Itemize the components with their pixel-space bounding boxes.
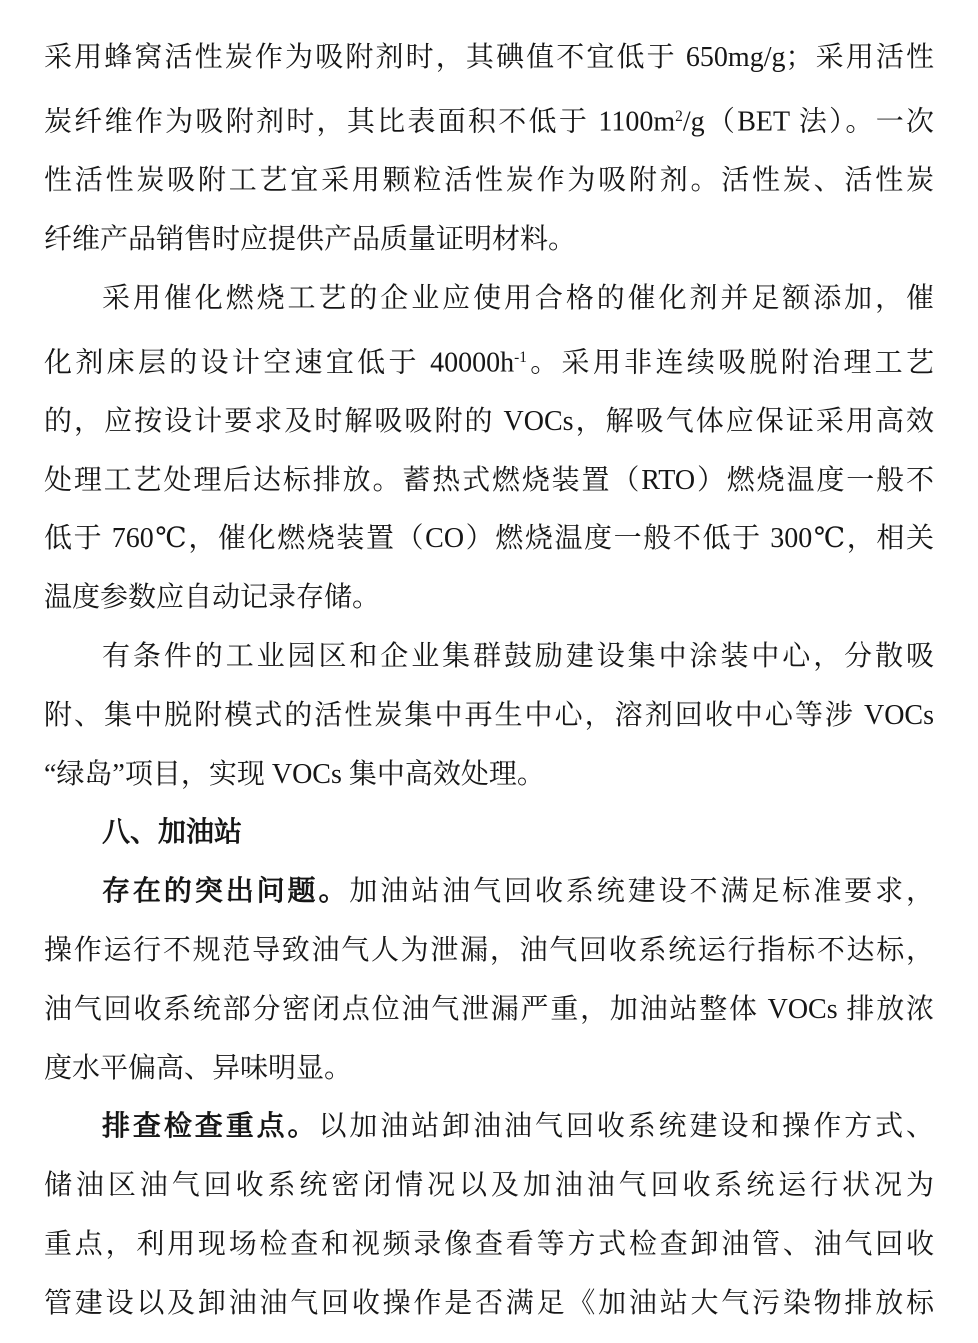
text-segment: 纤维产品销售时应提供产品质量证明材料。: [44, 223, 577, 255]
text-line: [44, 687, 934, 746]
text-segment: 性活性炭吸附工艺宜采用颗粒活性炭作为吸附剂。活性炭、活性炭: [44, 165, 934, 197]
superscript-text: 2: [675, 107, 683, 125]
text-line: [44, 270, 934, 329]
text-line: [44, 211, 934, 270]
text-line: [44, 29, 934, 88]
document-body: [44, 29, 934, 1334]
text-line: [44, 1157, 934, 1216]
text-line: [44, 569, 934, 628]
text-line: [44, 152, 934, 211]
text-segment: 存在的突出问题。: [102, 876, 350, 908]
text-segment: 炭纤维作为吸附剂时，其比表面积不低于 1100m: [44, 106, 676, 138]
text-segment: 有条件的工业园区和企业集群鼓励建设集中涂装中心，分散吸: [102, 641, 934, 673]
text-line: [44, 746, 934, 805]
text-segment: 低于 760℃，催化燃烧装置（CO）燃烧温度一般不低于 300℃，相关: [44, 523, 934, 555]
text-segment: 加油站油气回收系统建设不满足标准要求，: [349, 876, 934, 908]
text-segment: “绿岛”项目，实现 VOCs 集中高效处理。: [44, 758, 545, 790]
text-segment: 处理工艺处理后达标排放。蓄热式燃烧装置（RTO）燃烧温度一般不: [44, 464, 934, 496]
text-segment: 八、加油站: [102, 817, 243, 849]
text-segment: 。采用非连续吸脱附治理工艺: [526, 347, 934, 379]
text-line: [44, 863, 934, 922]
text-segment: 温度参数应自动记录存储。: [44, 582, 381, 614]
text-line: [44, 1040, 934, 1099]
text-line: [44, 628, 934, 687]
text-segment: 度水平偏高、异味明显。: [44, 1052, 353, 1084]
text-segment: 的，应按设计要求及时解吸吸附的 VOCs，解吸气体应保证采用高效: [44, 405, 934, 437]
text-segment: /g（BET 法）。一次: [682, 106, 934, 138]
text-segment: 化剂床层的设计空速宜低于 40000h: [44, 347, 515, 379]
text-segment: 油气回收系统部分密闭点位油气泄漏严重，加油站整体 VOCs 排放浓: [44, 993, 934, 1025]
text-segment: 采用蜂窝活性炭作为吸附剂时，其碘值不宜低于 650mg/g；采用活性: [44, 42, 934, 73]
text-line: [44, 981, 934, 1040]
text-line: [44, 329, 934, 393]
text-line: [44, 88, 934, 152]
text-segment: 储油区油气回收系统密闭情况以及加油油气回收系统运行状况为: [44, 1170, 934, 1202]
text-segment: 以加油站卸油油气回收系统建设和操作方式、: [318, 1111, 934, 1143]
text-segment: 重点，利用现场检查和视频录像查看等方式检查卸油管、油气回收: [44, 1229, 934, 1261]
text-segment: 采用催化燃烧工艺的企业应使用合格的催化剂并足额添加，催: [102, 282, 934, 314]
text-line: [44, 1098, 934, 1157]
text-line: [44, 510, 934, 569]
text-segment: 附、集中脱附模式的活性炭集中再生中心，溶剂回收中心等涉 VOCs: [44, 699, 934, 731]
superscript-text: -1: [514, 348, 527, 366]
text-segment: 操作运行不规范导致油气人为泄漏，油气回收系统运行指标不达标，: [44, 935, 934, 967]
section-heading: [44, 804, 934, 863]
text-line: [44, 1216, 934, 1275]
text-line: [44, 922, 934, 981]
text-line: [44, 393, 934, 452]
text-line: [44, 452, 934, 511]
text-segment: 排查检查重点。: [102, 1111, 319, 1143]
text-segment: 管建设以及卸油油气回收操作是否满足《加油站大气污染物排放标: [44, 1287, 934, 1319]
text-line: [44, 1275, 934, 1334]
